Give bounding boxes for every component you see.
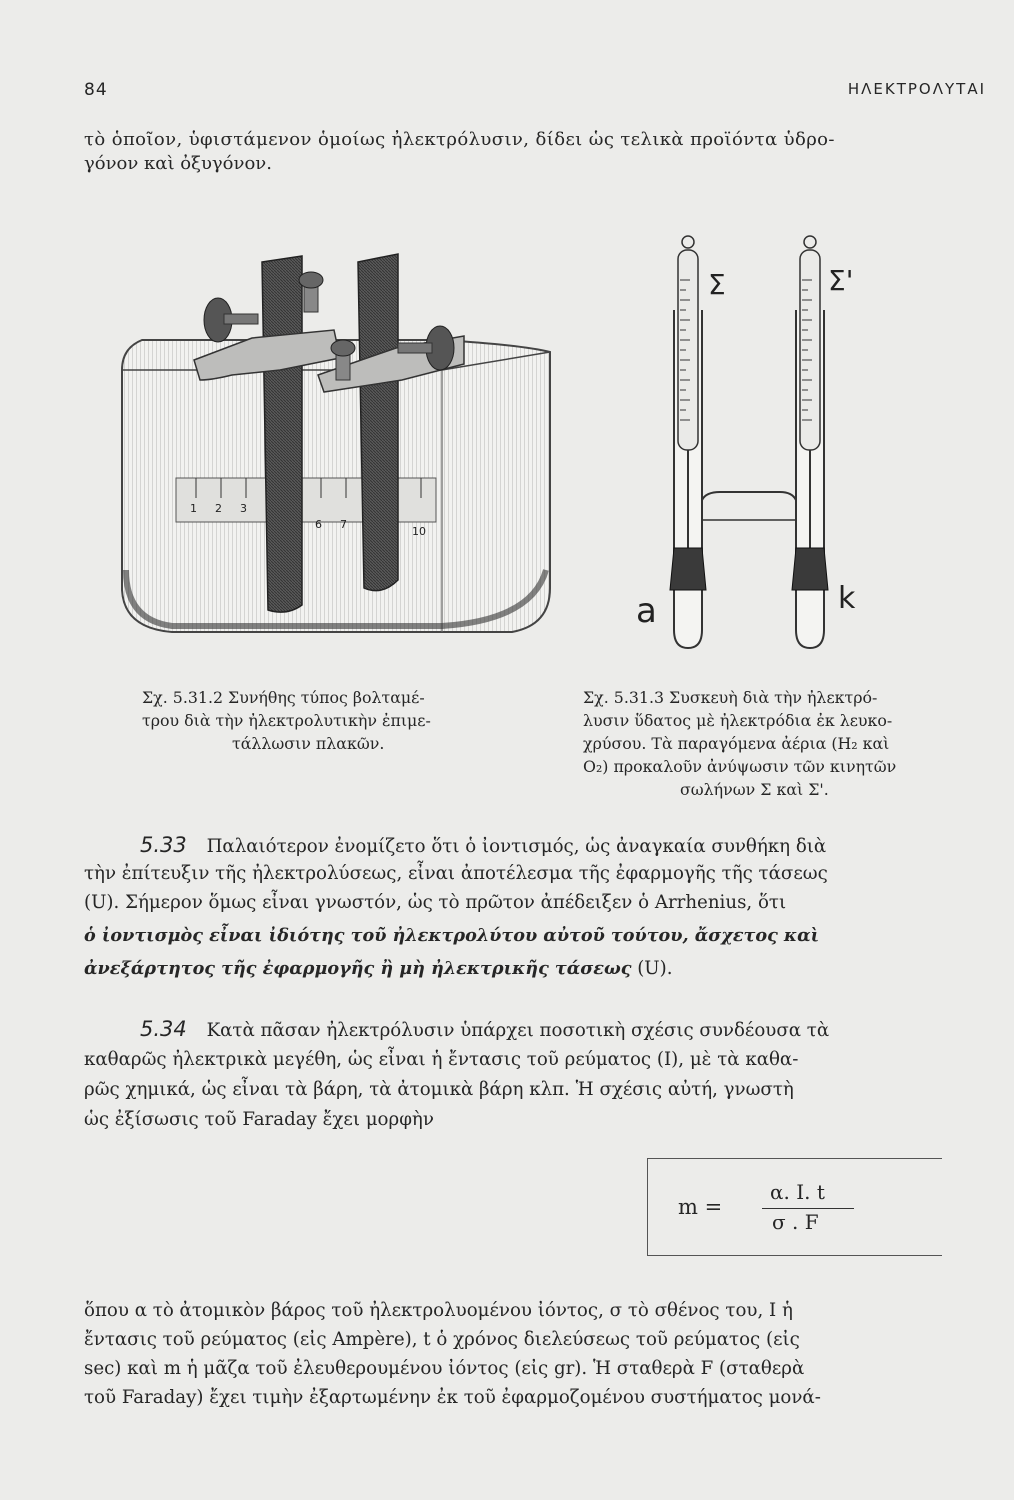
electrolysis-apparatus-illustration (620, 230, 880, 670)
terminal-knob-right (331, 340, 355, 356)
text: (U). (631, 958, 673, 979)
running-title: ΗΛΕΚΤΡΟΛΥΤΑΙ (847, 80, 986, 98)
section-5-33-line3: (U). Σήμερον ὅμως εἶναι γνωστόν, ὡς τὸ πρῶτον ἀπέδειξεν ὁ Arrhenius, ὅτι (84, 892, 787, 913)
section-number: 5.34 (140, 1017, 187, 1041)
scale-number: 2 (215, 502, 222, 515)
closing-line: sec) καὶ m ἡ μᾶζα τοῦ ἐλευθερουμένου ἰόντος (εἰς gr). Ἡ σταθερὰ F (σταθερὰ (84, 1358, 805, 1379)
terminal-knob-left (299, 272, 323, 288)
section-5-33-line5 (84, 957, 944, 981)
caption-line: τάλλωσιν πλακῶν. (232, 734, 385, 753)
label-cathode: k (838, 581, 856, 616)
caption-line: λυσιν ὕδατος μὲ ἠλεκτρόδια ἐκ λευκο- (583, 711, 893, 730)
voltameter-illustration (112, 240, 572, 660)
label-anode: a (636, 591, 657, 631)
formula-numerator: α. I. t (770, 1180, 825, 1204)
caption-line: Σχ. 5.31.3 Συσκευὴ διὰ τὴν ἠλεκτρό- (583, 688, 878, 707)
section-5-34-line1 (84, 1017, 944, 1043)
formula-lhs: m = (678, 1195, 723, 1219)
intro-line: τὸ ὁποῖον, ὑφιστάμενον ὁμοίως ἠλεκτρόλυσιν, δίδει ὡς τελικὰ προϊόντα ὑδρο- (84, 129, 835, 150)
stopper-right (792, 548, 828, 590)
text: Παλαιότερον ἐνομίζετο ὅτι ὁ ἰοντισμός, ὡς ἀναγκαία συνθήκη διὰ (206, 836, 827, 857)
label-sigma-prime: Σ' (828, 264, 854, 297)
scale-number: 3 (240, 502, 247, 515)
caption-line: O₂) προκαλοῦν ἀνύψωσιν τῶν κινητῶν (583, 757, 897, 776)
closing-line: τοῦ Faraday) ἔχει τιμὴν ἐξαρτωμένην ἐκ τοῦ ἐφαρμοζομένου συστήματος μονά- (84, 1387, 821, 1408)
caption-line: Σχ. 5.31.2 Συνήθης τύπος βολταμέ- (142, 688, 425, 707)
caption-line: σωλήνων Σ καὶ Σ'. (680, 780, 829, 799)
closing-line: ἔντασις τοῦ ρεύματος (εἰς Ampère), t ὁ χρόνος διελεύσεως τοῦ ρεύματος (εἰς (84, 1329, 800, 1350)
electrode-plate-left (262, 256, 302, 612)
caption-line: χρύσου. Τὰ παραγόμενα ἀέρια (H₂ καὶ (583, 734, 890, 753)
section-number: 5.33 (140, 833, 187, 857)
section-5-34-line2: καθαρῶς ἠλεκτρικὰ μεγέθη, ὡς εἶναι ἡ ἔντασις τοῦ ρεύματος (I), μὲ τὰ καθα- (84, 1049, 799, 1070)
caption-line: τρου διὰ τὴν ἠλεκτρολυτικὴν ἐπιμε- (142, 711, 431, 730)
label-sigma: Σ (708, 268, 726, 301)
page-number: 84 (84, 80, 108, 100)
section-5-33-line4: ὁ ἰοντισμὸς εἶναι ἰδιότης τοῦ ἠλεκτρολύτου αὐτοῦ τούτου, ἄσχετος καὶ (84, 925, 820, 946)
stopper-left (670, 548, 706, 590)
scale-number: 6 (315, 518, 322, 531)
fraction-bar (762, 1208, 854, 1209)
text: Κατὰ πᾶσαν ἠλεκτρόλυσιν ὑπάρχει ποσοτικὴ σχέσις συνδέουσα τὰ (206, 1020, 830, 1041)
section-5-33-line1 (84, 833, 944, 859)
bold-text: ἀνεξάρτητος τῆς ἐφαρμογῆς ἢ μὴ ἠλεκτρικῆς τάσεως (84, 958, 632, 979)
closing-line: ὅπου α τὸ ἀτομικὸν βάρος τοῦ ἠλεκτρολυομένου ἰόντος, σ τὸ σθένος του, I ἡ (84, 1300, 793, 1321)
section-5-33-line2: τὴν ἐπίτευξιν τῆς ἠλεκτρολύσεως, εἶναι ἀποτέλεσμα τῆς ἐφαρμογῆς τῆς τάσεως (84, 863, 828, 884)
scale-number: 10 (412, 525, 426, 538)
formula-denominator: σ . F (772, 1210, 819, 1234)
intro-paragraph (84, 128, 944, 176)
section-5-34-line3: ρῶς χημικά, ὡς εἶναι τὰ βάρη, τὰ ἀτομικὰ βάρη κλπ. Ἡ σχέσις αὐτή, γνωστὴ (84, 1079, 794, 1100)
electrode-plate-right (358, 254, 398, 591)
section-5-34-line4: ὡς ἐξίσωσις τοῦ Faraday ἔχει μορφὴν (84, 1109, 434, 1130)
scale-number: 7 (340, 518, 347, 531)
scale-number: 1 (190, 502, 197, 515)
intro-line: γόνον καὶ ὀξυγόνον. (84, 153, 272, 174)
